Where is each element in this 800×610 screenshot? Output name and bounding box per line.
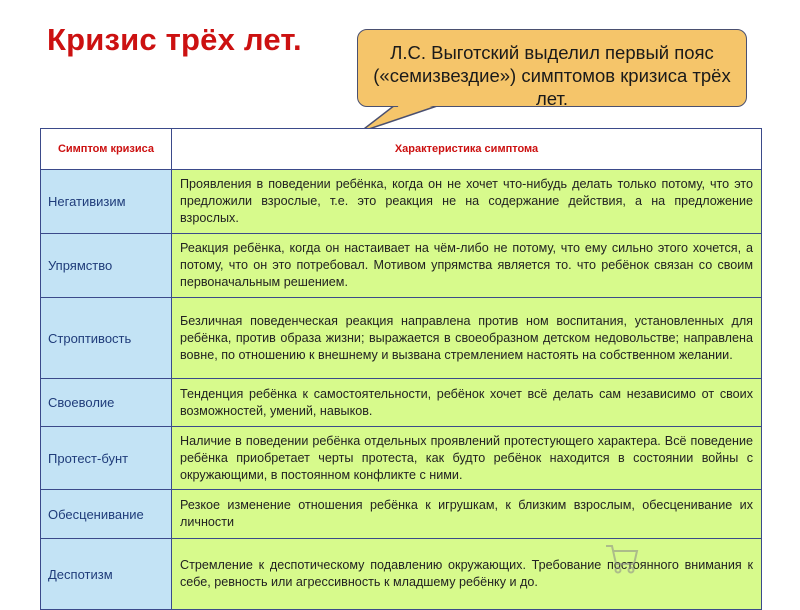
description-cell: Реакция ребёнка, когда он настаивает на чём-либо не потому, что ему сильно этого хочется, а потому, что он это потребовал. Мотивом упрямства является то. что ребёнок связан со своим первоначальным решением. [172, 234, 762, 298]
symptoms-table [40, 128, 762, 610]
header-symptom: Симптом кризиса [41, 129, 172, 170]
table-row [41, 234, 762, 298]
table-row [41, 298, 762, 379]
table-row [41, 490, 762, 539]
symptom-cell: Упрямство [41, 234, 172, 298]
description-cell: Безличная поведенческая реакция направлена против ном воспитания, установленных для ребёнка, против образа жизни; выражается в своеобразном детском недовольстве; направлена вовне, по отношению к внешнему и вызвана стремлением настоять на собственном желании. [172, 298, 762, 379]
table-header-row [41, 129, 762, 170]
table-row [41, 539, 762, 610]
description-cell: Тенденция ребёнка к самостоятельности, ребёнок хочет всё делать сам независимо от своих возможностей, умений, навыков. [172, 379, 762, 427]
table-row [41, 379, 762, 427]
description-cell: Стремление к деспотическому подавлению окружающих. Требование постоянного внимания к себе, ревность или агрессивность к младшему ребёнку и до. [172, 539, 762, 610]
shopping-cart-icon [602, 538, 642, 578]
header-description: Характеристика симптома [172, 129, 762, 170]
symptom-cell: Обесценивание [41, 490, 172, 539]
table-row [41, 170, 762, 234]
symptom-cell: Протест-бунт [41, 427, 172, 490]
symptom-cell: Своеволие [41, 379, 172, 427]
symptom-cell: Строптивость [41, 298, 172, 379]
callout-text: Л.С. Выготский выделил первый пояс («семизвездие») симптомов кризиса трёх лет. [373, 42, 731, 109]
description-cell: Резкое изменение отношения ребёнка к игрушкам, к близким взрослым, обесценивание их личности [172, 490, 762, 539]
description-cell: Наличие в поведении ребёнка отдельных проявлений протестующего характера. Всё поведение ребёнка приобретает черты протеста, как будто ребёнок находится в состоянии войны с окружающими, в постоянном конфликте с ними. [172, 427, 762, 490]
callout-box [357, 29, 747, 107]
table-row [41, 427, 762, 490]
page-title: Кризис трёх лет. [47, 22, 302, 57]
description-cell: Проявления в поведении ребёнка, когда он не хочет что-нибудь делать только потому, что это предложили взрослые, т.е. это реакция не на содержание действия, а на предложение взрослых. [172, 170, 762, 234]
symptom-cell: Негативизим [41, 170, 172, 234]
symptom-cell: Деспотизм [41, 539, 172, 610]
